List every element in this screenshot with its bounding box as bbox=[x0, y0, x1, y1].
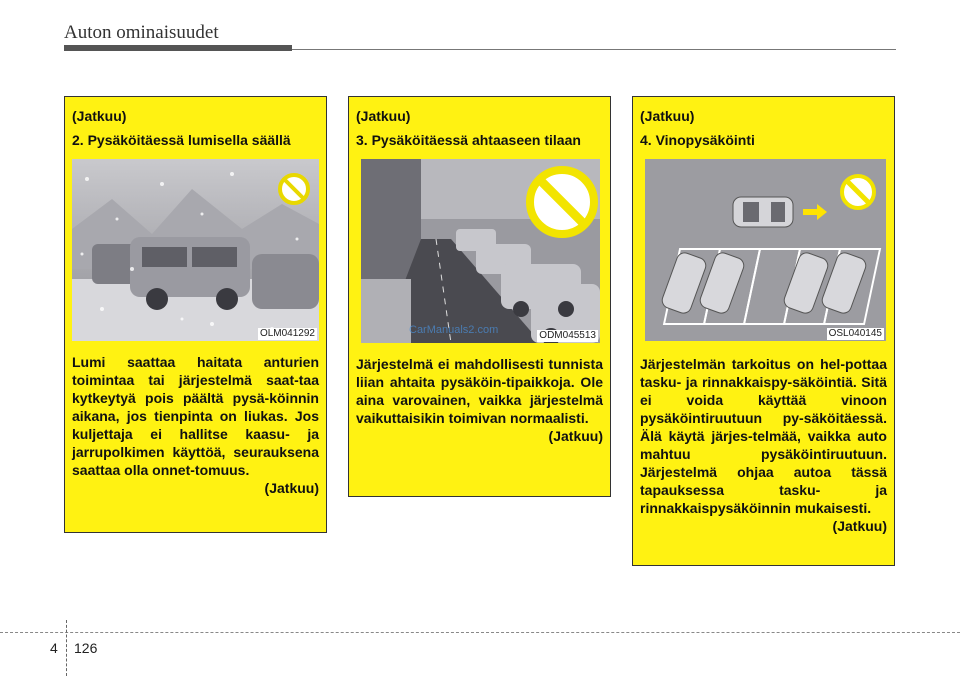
section-heading: 4. Vinopysäköinti bbox=[640, 132, 755, 148]
watermark: CarManuals2.com bbox=[409, 324, 499, 336]
body-text: Järjestelmän tarkoitus on hel-pottaa tasku- ja rinnakkaispy-säköintiä. Sitä ei voida käyttää vinoon pysäköintiruutuun py-säköitäessä. Älä käytä järjes-telmää, vaikka auto mahtuu pysäköintiruutuun. Järjestelmä ohjaa autoa tässä tapauksessa tasku- ja rinnakkaispysäköinnin mukaisesti. bbox=[640, 356, 887, 516]
chapter-number: 4 bbox=[50, 640, 58, 656]
image-code: ODM045513 bbox=[539, 330, 596, 341]
section-heading: 2. Pysäköitäessä lumisella säällä bbox=[72, 132, 291, 148]
body-text: Järjestelmä ei mahdollisesti tunnista liian ahtaita pysäköin-tipaikkoja. Ole aina varovainen, vaikka järjestelmä vaikuttaisikin toimivan normaalisti. bbox=[356, 356, 603, 426]
continued-label: (Jatkuu) bbox=[72, 108, 127, 124]
continued-end-label: (Jatkuu) bbox=[264, 480, 319, 496]
page-number: 126 bbox=[74, 640, 98, 656]
footer-rule bbox=[0, 632, 960, 633]
continued-label: (Jatkuu) bbox=[356, 108, 411, 124]
footer-divider bbox=[66, 620, 67, 676]
header-accent-bar bbox=[64, 45, 292, 51]
narrow-parking-illustration bbox=[361, 159, 600, 343]
body-text: Lumi saattaa haitata anturien toimintaa tai järjestelmä saat-taa kytkeytyä pois päältä pysä-köinnin aikana, jos tienpinta on liukas. Jos kuljettaja ei hallitse kaasu- ja jarrupolkimen käyttöä, seurauksena saattaa olla onnet-tomuus. bbox=[72, 354, 319, 478]
info-box-snow bbox=[64, 96, 327, 533]
info-box-narrow-space bbox=[348, 96, 611, 497]
page-header-title: Auton ominaisuudet bbox=[64, 22, 219, 43]
prohibited-icon bbox=[839, 173, 877, 211]
header-rule bbox=[292, 49, 896, 50]
snow-parking-illustration bbox=[72, 159, 319, 341]
section-heading: 3. Pysäköitäessä ahtaaseen tilaan bbox=[356, 132, 581, 148]
image-code: OLM041292 bbox=[259, 328, 315, 339]
info-box-diagonal-parking bbox=[632, 96, 895, 566]
continued-end-label: (Jatkuu) bbox=[548, 428, 603, 444]
image-code: OSL040145 bbox=[828, 328, 882, 339]
continued-end-label: (Jatkuu) bbox=[832, 518, 887, 534]
continued-label: (Jatkuu) bbox=[640, 108, 695, 124]
diagonal-parking-illustration bbox=[645, 159, 886, 341]
prohibited-icon bbox=[525, 165, 599, 239]
prohibited-icon bbox=[278, 173, 310, 205]
